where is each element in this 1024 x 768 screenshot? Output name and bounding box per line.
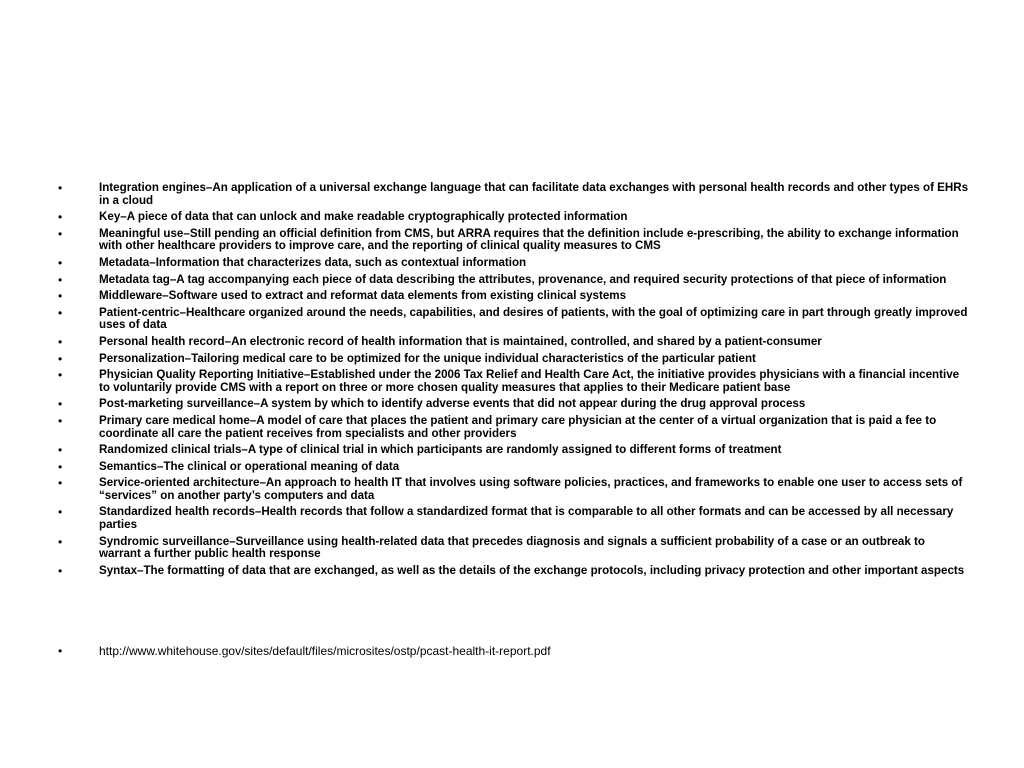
bullet: • [58, 289, 63, 304]
glossary-entry-text: Personal health record–An electronic record of health information that is maintained, controlled, and shared by a patient-consumer [99, 334, 822, 348]
list-item [58, 257, 970, 270]
glossary-entry-text: Key–A piece of data that can unlock and make readable cryptographically protected information [99, 210, 628, 224]
glossary-entry-text: Syndromic surveillance–Surveillance using health-related data that precedes diagnosis and signals a sufficient probability of a case or an outbreak to warrant a further public health response [99, 534, 925, 561]
bullet: • [58, 397, 63, 412]
glossary-entry-text: Metadata–Information that characterizes data, such as contextual information [99, 255, 527, 269]
bullet: • [58, 226, 63, 241]
bullet: • [58, 210, 63, 225]
list-item [58, 211, 970, 224]
glossary-entry-text: Patient-centric–Healthcare organized around the needs, capabilities, and desires of patients, with the goal of optimizing care in part through greatly improved uses of data [99, 305, 968, 332]
list-item [58, 565, 970, 578]
list-item [58, 398, 970, 411]
glossary-entry-text: Physician Quality Reporting Initiative–Established under the 2006 Tax Relief and Health Care Act, the initiative provides physicians with a financial incentive to voluntarily provide CMS with a report on three or more chosen quality measures that applies to their Medicare patient base [99, 368, 960, 394]
glossary-entry-text: Middleware–Software used to extract and reformat data elements from existing clinical systems [99, 289, 627, 303]
glossary-entry-text: Integration engines–An application of a universal exchange language that can facilitate data exchanges with personal health records and other types of EHRs in a cloud [99, 181, 969, 207]
list-item [58, 415, 970, 440]
bullet: • [58, 255, 63, 270]
bullet: • [58, 368, 63, 383]
glossary-entry-text: Meaningful use–Still pending an official definition from CMS, but ARRA requires that the definition include e-prescribing, the ability to exchange information with other healthcare providers to improve care, and the reporting of clinical quality measures to CMS [99, 226, 959, 253]
glossary-entry-text: Personalization–Tailoring medical care to be optimized for the unique individual characteristics of the particular patient [99, 351, 756, 365]
glossary-entry-text: Semantics–The clinical or operational meaning of data [99, 459, 400, 473]
list-item [58, 536, 970, 561]
bullet: • [58, 334, 63, 349]
source-item [58, 644, 970, 658]
source-url: http://www.whitehouse.gov/sites/default/files/microsites/ostp/pcast-health-it-report.pdf [99, 644, 551, 658]
glossary-entry-text: Standardized health records–Health records that follow a standardized format that is comparable to all other formats and can be accessed by all necessary parties [99, 505, 954, 532]
bullet: • [58, 505, 63, 520]
list-item [58, 307, 970, 332]
glossary-entry-text: Primary care medical home–A model of care that places the patient and primary care physician at the center of a virtual organization that is paid a fee to coordinate all care the patient receives from specialists and other providers [99, 413, 937, 440]
bullet: • [58, 563, 63, 578]
bullet: • [58, 305, 63, 320]
glossary-entry-text: Post-marketing surveillance–A system by which to identify adverse events that did not appear during the drug approval process [99, 397, 806, 411]
list-item [58, 461, 970, 474]
list-item [58, 444, 970, 457]
list-item [58, 336, 970, 349]
list-item [58, 228, 970, 253]
glossary-entry-text: Syntax–The formatting of data that are exchanged, as well as the details of the exchange protocols, including privacy protection and other important aspects [99, 563, 965, 577]
glossary-list [58, 182, 970, 581]
glossary-entry-text: Service-oriented architecture–An approach to health IT that involves using software policies, practices, and frameworks to enable one user to access sets of “services” on another party’s computers and data [99, 476, 963, 502]
list-item [58, 477, 970, 502]
bullet: • [58, 351, 63, 366]
list-item [58, 290, 970, 303]
bullet: • [58, 272, 63, 287]
bullet: • [58, 534, 63, 549]
list-item [58, 369, 970, 394]
list-item [58, 353, 970, 366]
glossary-entry-text: Randomized clinical trials–A type of clinical trial in which participants are randomly assigned to different forms of treatment [99, 443, 782, 457]
bullet: • [58, 476, 63, 491]
bullet: • [58, 181, 63, 195]
list-item [58, 506, 970, 531]
source-list [58, 644, 970, 658]
list-item [58, 274, 970, 287]
glossary-entry-text: Metadata tag–A tag accompanying each piece of data describing the attributes, provenance, and required security protections of that piece of information [99, 272, 947, 286]
bullet: • [58, 459, 63, 474]
bullet: • [58, 443, 63, 458]
bullet: • [58, 644, 63, 658]
bullet: • [58, 413, 63, 428]
list-item [58, 182, 970, 207]
